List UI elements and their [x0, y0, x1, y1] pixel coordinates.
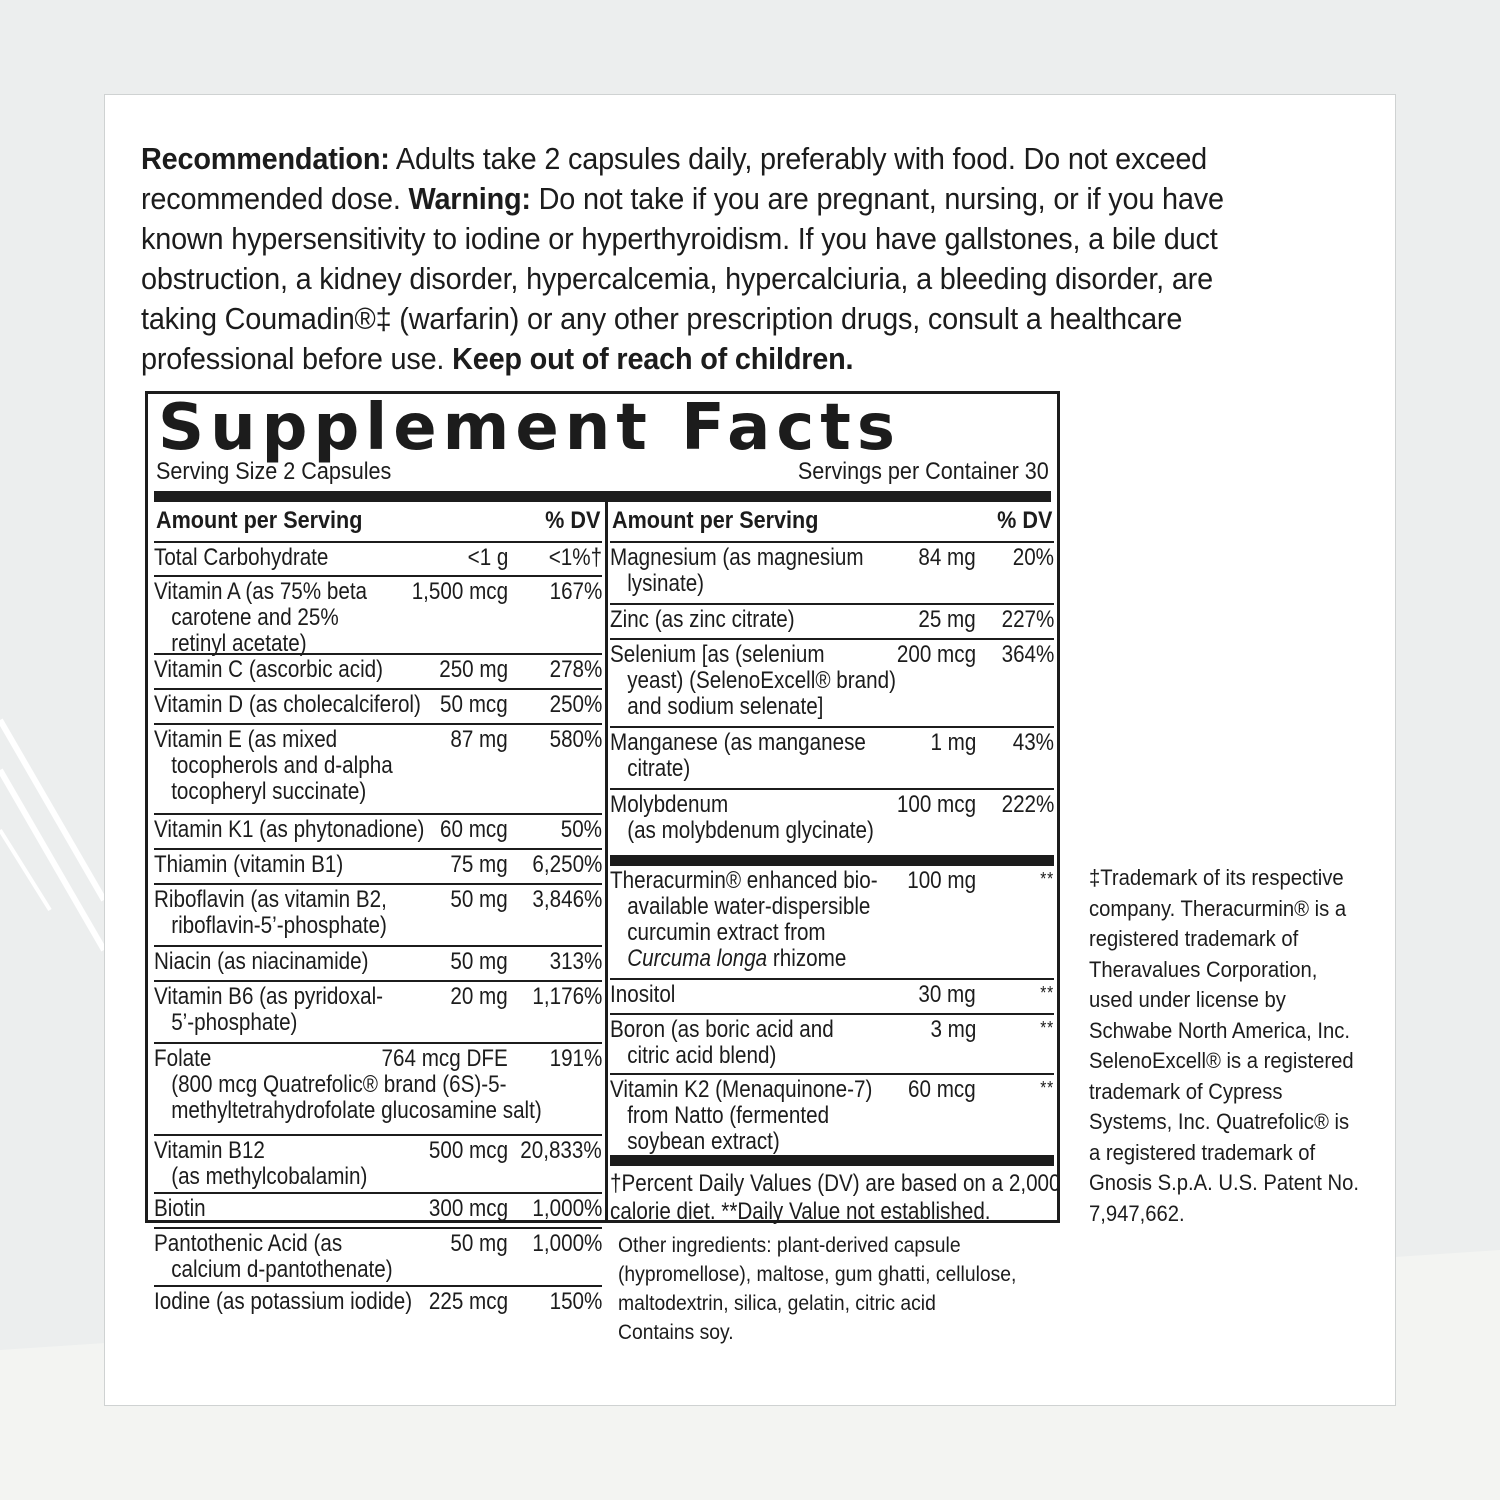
nutrient-name-line: Iodine (as potassium iodide) [154, 1288, 413, 1315]
trademark-line: Systems, Inc. Quatrefolic® is [1089, 1109, 1350, 1134]
nutrient-name-line: Vitamin K2 (Menaquinone-7) [610, 1076, 873, 1103]
nutrient-name-line: lysinate) [627, 570, 705, 597]
nutrient-amount: 1,500 mcg [411, 578, 508, 605]
nutrient-name [154, 579, 367, 657]
trademark-line: ‡Trademark of its respective [1089, 865, 1344, 890]
nutrient-amount: 20 mg [450, 983, 508, 1010]
species-name: Curcuma longa [627, 945, 768, 972]
ingredients-line: Other ingredients: plant-derived capsule [618, 1234, 961, 1257]
warning-label: Warning: [408, 181, 531, 216]
nutrient-amount: 25 mg [918, 606, 976, 633]
nutrient-name-line: Vitamin C (ascorbic acid) [154, 656, 384, 683]
nutrient-amount: 50 mg [450, 948, 508, 975]
nutrient-daily-value: 20,833% [520, 1137, 602, 1164]
nutrient-amount: 200 mcg [896, 641, 976, 668]
trademark-line: Gnosis S.p.A. U.S. Patent No. [1089, 1170, 1359, 1195]
nutrient-daily-value: 167% [549, 578, 602, 605]
nutrient-daily-value: 364% [1001, 641, 1054, 668]
nutrient-name-line: Vitamin E (as mixed [154, 726, 338, 753]
trademark-notice [1089, 863, 1359, 1229]
nutrient-name-line: Vitamin A (as 75% beta [154, 578, 368, 605]
nutrient-daily-value: 278% [549, 656, 602, 683]
nutrient-name-line: Boron (as boric acid and [610, 1016, 834, 1043]
nutrient-name [610, 792, 874, 844]
nutrient-amount: 30 mg [918, 981, 976, 1008]
nutrient-daily-value: 313% [549, 948, 602, 975]
nutrient-name-line: Zinc (as zinc citrate) [610, 606, 795, 633]
facts-left-column [154, 502, 602, 1315]
nutrient-row [610, 866, 1054, 980]
footnote-line: †Percent Daily Values (DV) are based on a 2,000 [610, 1170, 1061, 1197]
nutrient-name-line: calcium d-pantothenate) [171, 1256, 393, 1283]
nutrient-daily-value: 580% [549, 726, 602, 753]
facts-title: Supplement Facts [158, 391, 901, 465]
nutrient-name [154, 545, 328, 571]
nutrient-name [154, 852, 343, 878]
nutrient-name-line: soybean extract) [627, 1128, 780, 1155]
nutrient-daily-value: ** [1040, 983, 1054, 1003]
nutrient-name-line: Molybdenum [610, 791, 729, 818]
nutrient-amount: 100 mcg [896, 791, 976, 818]
nutrient-daily-value: ** [1040, 1078, 1054, 1098]
nutrient-name [154, 887, 387, 939]
nutrient-name [610, 607, 795, 633]
contains-soy: Contains soy. [618, 1321, 734, 1344]
nutrient-amount: 225 mcg [428, 1288, 508, 1315]
nutrient-name-line: riboflavin-5’-phosphate) [171, 912, 387, 939]
nutrient-amount: 87 mg [450, 726, 508, 753]
nutrient-daily-value: 1,000% [531, 1230, 602, 1257]
right-column-header [610, 502, 1054, 543]
amount-header: Amount per Serving [612, 507, 819, 534]
nutrient-row [154, 725, 602, 815]
section-divider [610, 1155, 1054, 1166]
nutrient-name-line: tocopheryl succinate) [171, 778, 367, 805]
nutrient-name-line: from Natto (fermented [627, 1102, 830, 1129]
nutrient-name-line: Vitamin D (as cholecalciferol) [154, 691, 421, 718]
nutrient-row [610, 980, 1054, 1015]
nutrient-name [610, 642, 896, 720]
nutrient-row [154, 577, 602, 655]
nutrient-amount: 100 mg [907, 867, 976, 894]
nutrient-name-line: Niacin (as niacinamide) [154, 948, 369, 975]
nutrient-row [154, 655, 602, 690]
nutrient-name [154, 949, 369, 975]
nutrient-name-line: Pantothenic Acid (as [154, 1230, 343, 1257]
nutrient-amount: 250 mg [439, 656, 508, 683]
nutrient-daily-value: 150% [549, 1288, 602, 1315]
ingredients-line: (hypromellose), maltose, gum ghatti, cellulose, [618, 1263, 1017, 1286]
trademark-line: SelenoExcell® is a registered [1089, 1048, 1354, 1073]
nutrient-name-line: and sodium selenate] [627, 693, 824, 720]
dv-header: % DV [544, 507, 600, 534]
nutrient-daily-value: 250% [549, 691, 602, 718]
nutrient-row [610, 1015, 1054, 1075]
serving-size: Serving Size 2 Capsules [156, 458, 392, 485]
nutrient-name-line: Riboflavin (as vitamin B2, [154, 886, 387, 913]
recommendation-label: Recommendation: [141, 141, 390, 176]
nutrient-row [154, 815, 602, 850]
nutrient-name [154, 692, 421, 718]
nutrient-row [154, 885, 602, 947]
nutrient-daily-value: 1,000% [531, 1195, 602, 1222]
nutrient-daily-value: 3,846% [531, 886, 602, 913]
nutrient-name [610, 868, 878, 972]
nutrient-name [154, 1196, 206, 1222]
nutrient-row [154, 982, 602, 1044]
trademark-line: 7,947,662. [1089, 1200, 1185, 1226]
nutrient-daily-value: ** [1040, 869, 1054, 889]
warning-text: Do not take if you are pregnant, nursing, or if you have known hypersensitivity to iodine or hyperthyroidism. If you have gallstones, a bile duct obstruction, a kidney disorder, hypercalcemia, hypercalciuria, a bleeding disorder, are taking Coumadin®‡ (warfarin) or any other prescription drugs, consult a healthcare professional before use. [141, 181, 1224, 376]
nutrient-amount: <1 g [467, 544, 508, 571]
trademark-line: Schwabe North America, Inc. [1089, 1017, 1350, 1043]
amount-header: Amount per Serving [156, 507, 363, 534]
nutrient-name [610, 1017, 834, 1069]
nutrient-name-line: Vitamin K1 (as phytonadione) [154, 816, 425, 843]
nutrient-name-line: (as molybdenum glycinate) [627, 817, 874, 844]
nutrient-name-line: available water-dispersible [627, 893, 871, 920]
nutrient-daily-value: 227% [1001, 606, 1054, 633]
nutrient-name-line: curcumin extract from [627, 919, 826, 946]
directions-warning-text [141, 139, 1257, 379]
nutrient-name-line: Magnesium (as magnesium [610, 544, 864, 571]
label-panel [104, 94, 1396, 1406]
nutrient-row [610, 640, 1054, 728]
dv-footnote [610, 1166, 1061, 1226]
nutrient-amount: 500 mcg [428, 1137, 508, 1164]
nutrient-name-line: Inositol [610, 981, 676, 1008]
nutrient-row [154, 850, 602, 885]
dv-header: % DV [996, 507, 1052, 534]
nutrient-row [610, 728, 1054, 790]
nutrient-name [154, 817, 424, 843]
nutrient-daily-value: 1,176% [531, 983, 602, 1010]
nutrient-name-line: Vitamin B12 [154, 1137, 265, 1164]
nutrient-name-line: Curcuma longa rhizome [627, 945, 847, 972]
nutrient-row [610, 543, 1054, 605]
nutrient-name [154, 984, 383, 1036]
nutrient-amount: 3 mg [930, 1016, 976, 1043]
nutrient-name [154, 657, 383, 683]
nutrient-name-line: Theracurmin® enhanced bio- [610, 867, 878, 894]
nutrient-amount: 50 mg [450, 1230, 508, 1257]
nutrient-name-line: (as methylcobalamin) [171, 1163, 368, 1190]
nutrient-daily-value: 43% [1012, 729, 1054, 756]
column-divider [605, 502, 608, 1220]
title-divider [154, 491, 1051, 502]
nutrient-name-line: Vitamin B6 (as pyridoxal- [154, 983, 384, 1010]
nutrient-amount: 84 mg [918, 544, 976, 571]
nutrient-daily-value: 222% [1001, 791, 1054, 818]
footnote-line: calorie diet. **Daily Value not established. [610, 1198, 991, 1225]
nutrient-daily-value: 20% [1012, 544, 1054, 571]
nutrient-amount: 60 mcg [440, 816, 508, 843]
nutrient-row [154, 690, 602, 725]
nutrient-row [154, 1194, 602, 1229]
nutrient-name-line: citric acid blend) [627, 1042, 777, 1069]
nutrient-amount: 1 mg [930, 729, 976, 756]
nutrient-amount: 50 mcg [440, 691, 508, 718]
left-column-header [154, 502, 602, 543]
nutrient-name-line: (800 mcg Quatrefolic® brand (6S)-5- [171, 1071, 507, 1098]
nutrient-daily-value: 6,250% [531, 851, 602, 878]
other-ingredients [618, 1231, 1016, 1347]
nutrient-name-line: citrate) [627, 755, 691, 782]
section-divider [610, 855, 1054, 866]
ingredients-line: maltodextrin, silica, gelatin, citric acid [618, 1292, 936, 1315]
nutrient-row [610, 605, 1054, 640]
nutrient-amount: 300 mcg [428, 1195, 508, 1222]
nutrient-name [154, 1289, 412, 1315]
nutrient-name-line: Folate [154, 1045, 212, 1072]
nutrient-daily-value: <1%† [548, 544, 602, 571]
nutrient-name [154, 727, 393, 805]
nutrient-name [154, 1231, 393, 1283]
nutrient-row [154, 1229, 602, 1287]
nutrient-amount: 50 mg [450, 886, 508, 913]
nutrient-amount: 75 mg [450, 851, 508, 878]
nutrient-name-line: Thiamin (vitamin B1) [154, 851, 344, 878]
nutrient-name [154, 1138, 367, 1190]
nutrient-row [610, 1075, 1054, 1155]
nutrient-daily-value: ** [1040, 1018, 1054, 1038]
nutrient-name-line: 5’-phosphate) [171, 1009, 298, 1036]
nutrient-row [154, 1044, 602, 1136]
nutrient-daily-value: 191% [549, 1045, 602, 1072]
nutrient-row [154, 1136, 602, 1194]
recommendation-text: Adults take 2 capsules daily, preferably with food. Do not exceed recommended dose. [141, 141, 1208, 216]
nutrient-name [610, 545, 864, 597]
nutrient-name-line: methyltetrahydrofolate glucosamine salt) [171, 1097, 542, 1124]
nutrient-name [610, 1077, 872, 1155]
nutrient-name-line: carotene and 25% [171, 604, 339, 631]
nutrient-name-line: Manganese (as manganese [610, 729, 866, 756]
nutrient-amount: 60 mcg [908, 1076, 976, 1103]
nutrient-name-line: retinyl acetate) [171, 630, 307, 657]
trademark-line: used under license by [1089, 987, 1286, 1012]
facts-right-column [610, 502, 1061, 1226]
keep-out-warning: Keep out of reach of children. [452, 341, 854, 376]
nutrient-name [610, 730, 866, 782]
nutrient-daily-value: 50% [560, 816, 602, 843]
nutrient-amount: 764 mcg DFE [381, 1045, 508, 1072]
nutrient-row [154, 947, 602, 982]
servings-per-container: Servings per Container 30 [798, 458, 1049, 485]
nutrient-name-line: Biotin [154, 1195, 206, 1222]
trademark-line: trademark of Cypress [1089, 1078, 1283, 1104]
nutrient-name-line: Total Carbohydrate [154, 544, 329, 571]
trademark-line: Theravalues Corporation, [1089, 956, 1318, 982]
nutrient-name-line: yeast) (SelenoExcell® brand) [627, 667, 896, 694]
nutrient-row [154, 1287, 602, 1327]
trademark-line: registered trademark of [1089, 926, 1299, 951]
nutrient-row [610, 790, 1054, 855]
trademark-line: a registered trademark of [1089, 1139, 1316, 1165]
trademark-line: company. Theracurmin® is a [1089, 895, 1347, 921]
nutrient-row [154, 543, 602, 577]
nutrient-name [610, 982, 675, 1008]
nutrient-name-line: Selenium [as (selenium [610, 641, 825, 668]
nutrient-name-line: tocopherols and d-alpha [171, 752, 393, 779]
